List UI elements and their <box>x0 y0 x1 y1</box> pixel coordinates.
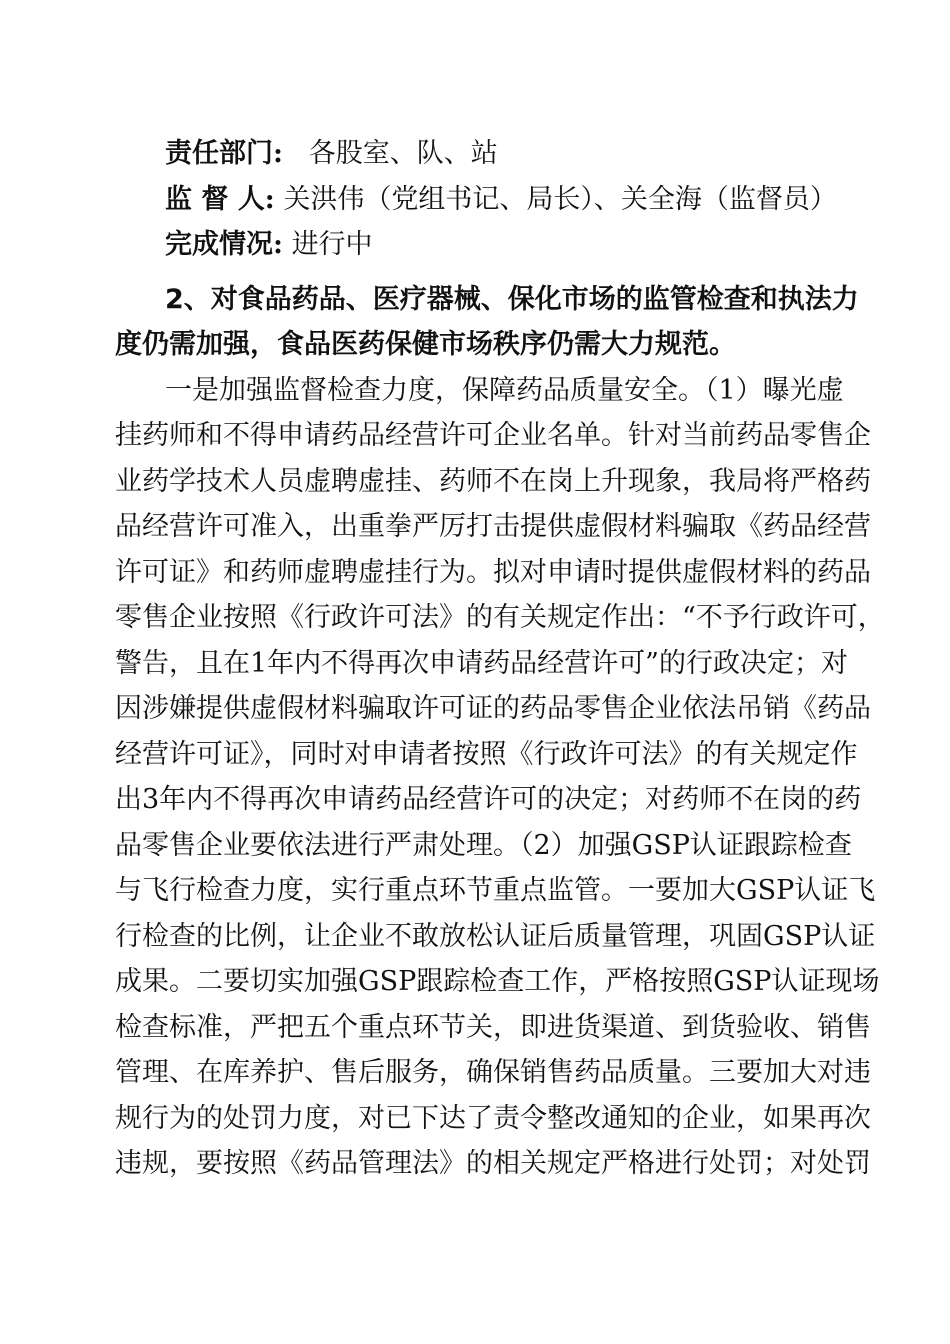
supervisor-row <box>165 182 837 218</box>
status-value: 进行中 <box>291 229 373 260</box>
status-row <box>165 227 373 263</box>
department-row <box>165 136 498 172</box>
body-line: 品经营许可准入，出重拳严厉打击提供虚假材料骗取《药品经营 <box>115 511 871 542</box>
section-heading-line-1: 2、对食品药品、医疗器械、保化市场的监管检查和执法力 <box>165 284 859 315</box>
body-line: 与飞行检查力度，实行重点环节重点监管。一要加大GSP认证飞 <box>115 875 876 906</box>
body-line: 成果。二要切实加强GSP跟踪检查工作，严格按照GSP认证现场 <box>115 966 880 997</box>
body-line: 违规，要按照《药品管理法》的相关规定严格进行处罚；对处罚 <box>115 1148 871 1179</box>
body-line: 规行为的处罚力度，对已下达了责令整改通知的企业，如果再次 <box>115 1103 871 1134</box>
supervisor-label: 监 督 人: <box>165 184 275 215</box>
body-line: 零售企业按照《行政许可法》的有关规定作出：“不予行政许可， <box>115 602 885 633</box>
body-line: 经营许可证》，同时对申请者按照《行政许可法》的有关规定作 <box>115 739 858 770</box>
body-line: 行检查的比例，让企业不敢放松认证后质量管理，巩固GSP认证 <box>115 921 876 952</box>
body-line: 挂药师和不得申请药品经营许可企业名单。针对当前药品零售企 <box>115 420 871 451</box>
body-line: 因涉嫌提供虚假材料骗取许可证的药品零售企业依法吊销《药品 <box>115 693 871 724</box>
body-line: 一是加强监督检查力度，保障药品质量安全。（1）曝光虚 <box>165 375 844 406</box>
body-line: 品零售企业要依法进行严肃处理。（2）加强GSP认证跟踪检查 <box>115 830 852 861</box>
body-line: 管理、在库养护、售后服务，确保销售药品质量。三要加大对违 <box>115 1057 871 1088</box>
status-label: 完成情况: <box>165 229 283 260</box>
body-line: 检查标准，严把五个重点环节关，即进货渠道、到货验收、销售 <box>115 1012 871 1043</box>
body-line: 许可证》和药师虚聘虚挂行为。拟对申请时提供虚假材料的药品 <box>115 557 871 588</box>
body-line: 出3年内不得再次申请药品经营许可的决定；对药师不在岗的药 <box>115 784 862 815</box>
department-label: 责任部门: <box>165 138 283 169</box>
body-line: 业药学技术人员虚聘虚挂、药师不在岗上升现象，我局将严格药 <box>115 466 871 497</box>
body-line: 警告，且在1年内不得再次申请药品经营许可”的行政决定；对 <box>115 648 848 679</box>
supervisor-value: 关洪伟（党组书记、局长）、关全海（监督员） <box>283 184 837 215</box>
department-value: 各股室、队、站 <box>308 138 498 169</box>
section-heading-line-2: 度仍需加强，食品医药保健市场秩序仍需大力规范。 <box>115 329 736 360</box>
